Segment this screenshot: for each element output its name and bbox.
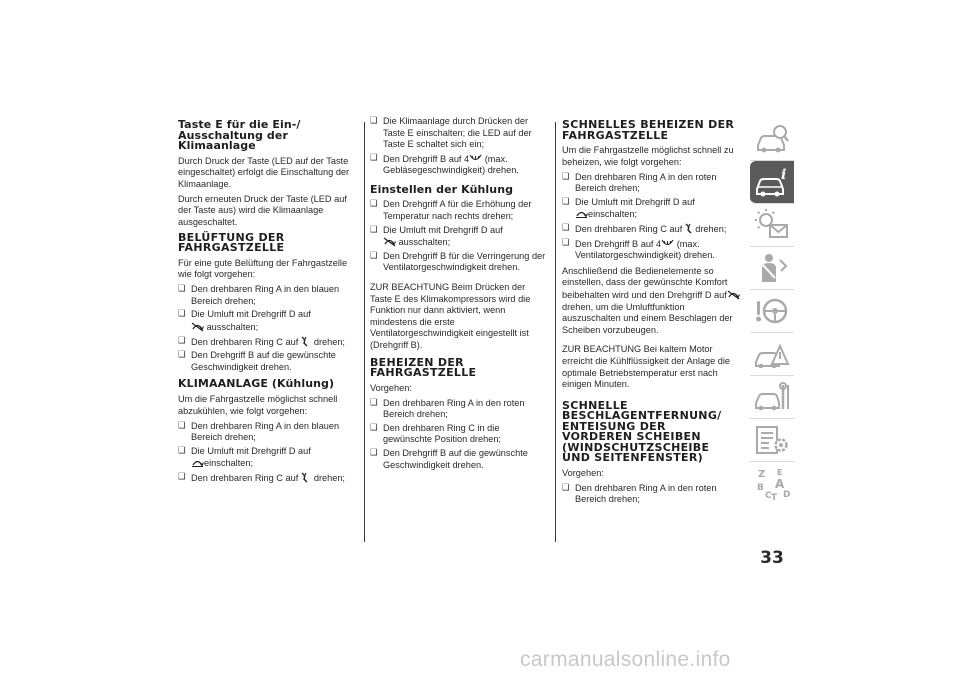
list-item: ❑ Den Drehgriff B auf 4 (max. Ventilatorgeschwindigkeit) drehen. bbox=[562, 238, 740, 262]
list-item: ❑ Den drehbaren Ring A in den roten Bereich drehen; bbox=[562, 483, 740, 506]
fan-speed-icon bbox=[469, 153, 482, 164]
recirculation-on-icon bbox=[575, 208, 588, 219]
list-item: ❑ Die Klimaanlage durch Drücken der Taste E einschalten; die LED auf der Taste E schaltet sich ein; bbox=[370, 116, 548, 151]
column-divider bbox=[555, 122, 556, 542]
recirculation-off-icon bbox=[383, 236, 396, 247]
paragraph: Vorgehen: bbox=[370, 382, 412, 393]
heading-einstellen: Einstellen der Kühlung bbox=[370, 182, 514, 196]
note-paragraph: ZUR BEACHTUNG Beim Drücken der Taste E des Klimakompressors wird die Funktion nur dann aktiviert, wenn mindestens die erste Ventilatorgeschwindigkeit eingestellt ist (Drehgriff B). bbox=[370, 282, 531, 350]
list-item: ❑ Den drehbaren Ring C auf drehen; bbox=[178, 472, 356, 485]
list-item: ❑ Die Umluft mit Drehgriff D auf einschalten; bbox=[178, 446, 356, 470]
watermark: carmanualsonline.info bbox=[520, 648, 731, 671]
svg-text:i: i bbox=[781, 167, 787, 183]
list-item: ❑ Den drehbaren Ring C auf drehen; bbox=[562, 223, 740, 236]
svg-text:C: C bbox=[765, 491, 772, 501]
paragraph: Für eine gute Belüftung der Fahrgastzelle wie folgt vorgehen: bbox=[178, 257, 348, 280]
paragraph: Anschließend die Bedienelemente so einstellen, dass der gewünschte Komfort beibehalten wird und den Drehgriff D auf drehen, um die Umluftfunktion auszuschalten und einem Beschlagen der Scheiben vorzubeugen. bbox=[562, 266, 740, 337]
list-item: ❑ Den Drehgriff B für die Verringerung der Ventilatorgeschwindigkeit drehen. bbox=[370, 251, 548, 274]
paragraph: Um die Fahrgastzelle möglichst schnell abzukühlen, wie folgt vorgehen: bbox=[178, 393, 338, 416]
warning-light-icon bbox=[753, 207, 791, 243]
car-search-icon bbox=[753, 121, 791, 157]
list-item: ❑ Den drehbaren Ring A in den roten Bereich drehen; bbox=[370, 398, 548, 421]
paragraph: Um die Fahrgastzelle möglichst schnell zu beheizen, wie folgt vorgehen: bbox=[562, 145, 734, 167]
alphabet-index-icon bbox=[753, 465, 791, 501]
svg-text:Z: Z bbox=[758, 469, 766, 480]
tab-car-search[interactable] bbox=[750, 118, 794, 161]
column-right bbox=[562, 116, 740, 508]
column-left bbox=[178, 116, 356, 487]
checklist-gear-icon bbox=[753, 422, 791, 458]
svg-text:T: T bbox=[771, 493, 778, 501]
list-item: ❑ Die Umluft mit Drehgriff D auf ausschalten; bbox=[178, 309, 356, 333]
column-divider bbox=[364, 122, 365, 542]
footwell-air-icon bbox=[298, 472, 311, 483]
tab-emergency[interactable] bbox=[750, 333, 794, 376]
footwell-air-icon bbox=[682, 223, 695, 234]
tab-safety[interactable] bbox=[750, 247, 794, 290]
tab-technical-data[interactable] bbox=[750, 419, 794, 462]
heading-belueftung: BELÜFTUNG DER FAHRGASTZELLE bbox=[178, 230, 285, 255]
paragraph: Durch Druck der Taste (LED auf der Taste eingeschaltet) erfolgt die Einschaltung der Klimaanlage. bbox=[178, 155, 350, 189]
person-seatbelt-icon bbox=[753, 250, 791, 286]
list-item: ❑ Den drehbaren Ring C auf drehen; bbox=[178, 336, 356, 349]
list-item: ❑ Die Umluft mit Drehgriff D auf ausschalten; bbox=[370, 225, 548, 249]
list-item: ❑ Den Drehgriff B auf 4 (max. Gebläsegeschwindigkeit) drehen. bbox=[370, 153, 548, 177]
steering-wheel-icon bbox=[753, 293, 791, 329]
chapter-sidebar bbox=[750, 118, 794, 504]
tab-maintenance[interactable] bbox=[750, 376, 794, 419]
heading-schnelle-beschlagentfernung: SCHNELLE BESCHLAGENTFERNUNG/ ENTEISUNG DER VORDEREN SCHEIBEN (WINDSCHUTZSCHEIBE UND SEITENFENSTER) bbox=[562, 398, 722, 465]
tab-index[interactable] bbox=[750, 462, 794, 504]
car-tools-icon bbox=[753, 379, 791, 415]
list-item: ❑ Den drehbaren Ring A in den roten Bereich drehen; bbox=[562, 172, 740, 195]
list-item: ❑ Den Drehgriff B auf die gewünschte Geschwindigkeit drehen. bbox=[178, 350, 356, 373]
heading-schnelles-beheizen: SCHNELLES BEHEIZEN DER FAHRGASTZELLE bbox=[562, 118, 735, 142]
tab-car-info[interactable] bbox=[750, 161, 794, 204]
fan-speed-icon bbox=[661, 238, 674, 249]
tab-driving[interactable] bbox=[750, 290, 794, 333]
column-middle bbox=[370, 116, 548, 473]
note-paragraph: ZUR BEACHTUNG Bei kaltem Motor erreicht die Kühlflüssigkeit der Anlage die optimale Betriebstemperatur erst nach einigen Minuten. bbox=[562, 344, 731, 390]
recirculation-on-icon bbox=[191, 457, 204, 468]
list-item: ❑ Den Drehgriff B auf die gewünschte Geschwindigkeit drehen. bbox=[370, 448, 548, 471]
heading-taste-e: Taste E für die Ein-/ Ausschaltung der Klimaanlage bbox=[178, 118, 301, 152]
car-accident-icon bbox=[753, 336, 791, 372]
list-item: ❑ Den drehbaren Ring C in die gewünschte Position drehen; bbox=[370, 423, 548, 446]
svg-text:B: B bbox=[757, 483, 764, 493]
page-number: 33 bbox=[760, 548, 784, 568]
tab-warning-lights[interactable] bbox=[750, 204, 794, 247]
list-item: ❑ Die Umluft mit Drehgriff D auf einschalten; bbox=[562, 197, 740, 221]
list-item: ❑ Den Drehgriff A für die Erhöhung der Temperatur nach rechts drehen; bbox=[370, 199, 548, 222]
heading-beheizen: BEHEIZEN DER FAHRGASTZELLE bbox=[370, 355, 477, 380]
paragraph: Vorgehen: bbox=[562, 467, 604, 478]
heading-klimaanlage: KLIMAANLAGE (Kühlung) bbox=[178, 377, 335, 391]
car-info-icon bbox=[753, 164, 791, 200]
svg-text:D: D bbox=[783, 490, 791, 500]
svg-text:E: E bbox=[777, 468, 783, 477]
list-item: ❑ Den drehbaren Ring A in den blauen Bereich drehen; bbox=[178, 421, 356, 444]
recirculation-off-icon bbox=[727, 289, 740, 300]
list-item: ❑ Den drehbaren Ring A in den blauen Bereich drehen; bbox=[178, 284, 356, 307]
footwell-air-icon bbox=[298, 336, 311, 347]
svg-text:A: A bbox=[775, 477, 785, 491]
recirculation-off-icon bbox=[191, 321, 204, 332]
paragraph: Durch erneuten Druck der Taste (LED auf der Taste aus) wird die Klimaanlage ausgeschaltet. bbox=[178, 193, 347, 227]
